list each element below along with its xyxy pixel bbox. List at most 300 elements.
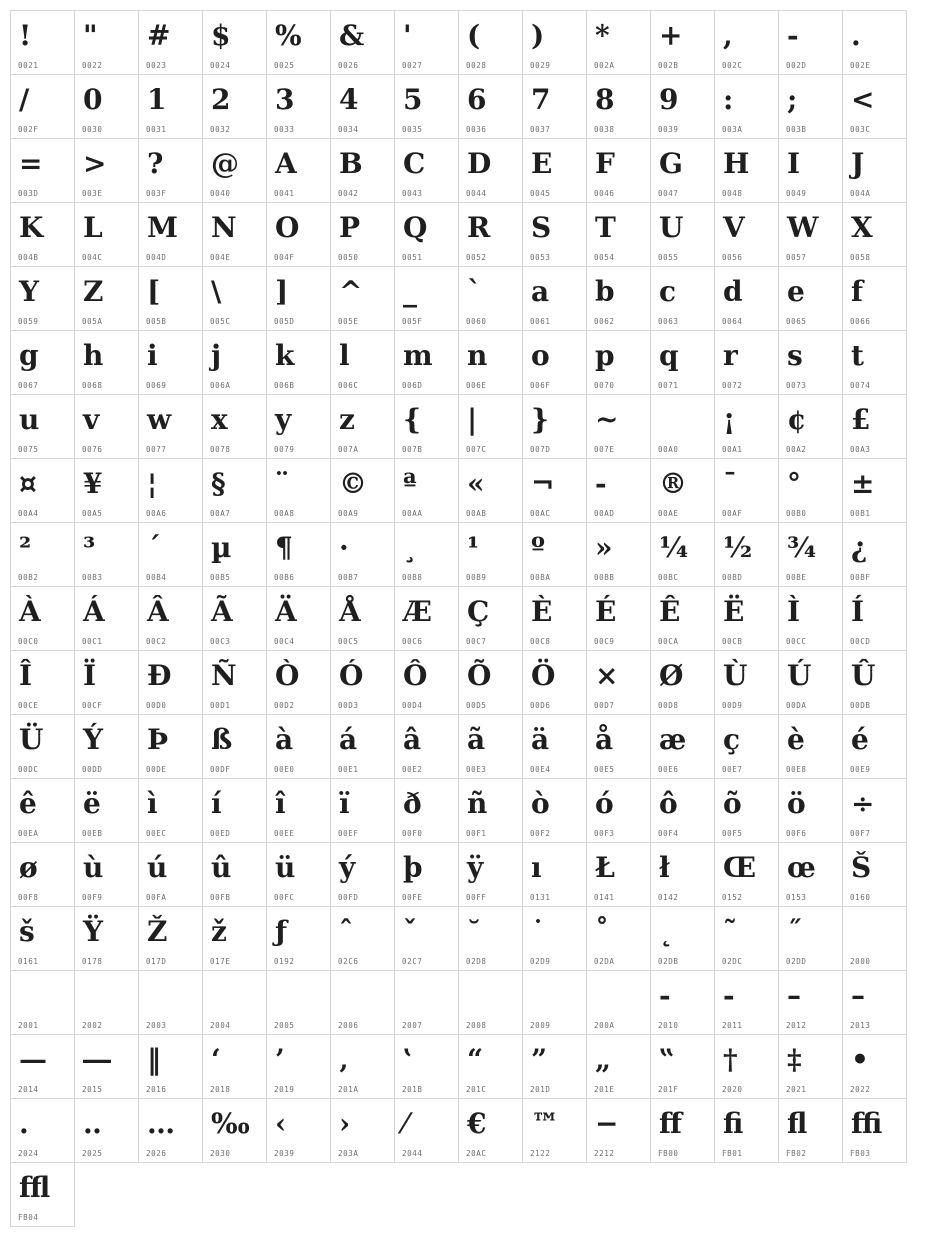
glyph-char: a — [531, 275, 550, 308]
glyph-code: 00F8 — [18, 893, 39, 902]
glyph-code: 2014 — [18, 1085, 39, 1094]
glyph-char: Ó — [339, 659, 364, 692]
glyph-cell — [778, 522, 843, 587]
glyph-code: 00EC — [146, 829, 167, 838]
glyph-cell — [266, 778, 331, 843]
glyph-code: 2010 — [658, 1021, 679, 1030]
glyph-char: õ — [723, 787, 742, 820]
glyph-code: 00CF — [82, 701, 103, 710]
glyph-char: ¶ — [275, 531, 293, 564]
glyph-code: 006F — [530, 381, 551, 390]
glyph-code: 2022 — [850, 1085, 871, 1094]
glyph-cell — [330, 138, 395, 203]
glyph-char: ¸ — [403, 531, 417, 564]
glyph-code: FB00 — [658, 1149, 679, 1158]
glyph-cell — [522, 74, 587, 139]
glyph-cell — [74, 138, 139, 203]
glyph-char: ½ — [723, 531, 753, 564]
glyph-char: ? — [147, 147, 164, 180]
glyph-cell — [778, 330, 843, 395]
glyph-cell — [714, 1034, 779, 1099]
glyph-code: 003F — [146, 189, 167, 198]
glyph-cell — [266, 842, 331, 907]
glyph-cell — [778, 586, 843, 651]
glyph-cell — [138, 458, 203, 523]
glyph-code: 2025 — [82, 1149, 103, 1158]
glyph-char: / — [19, 83, 30, 116]
glyph-cell — [714, 74, 779, 139]
glyph-char: n — [467, 339, 488, 372]
glyph-cell — [650, 650, 715, 715]
glyph-char: § — [211, 467, 226, 500]
glyph-char: \ — [211, 275, 222, 308]
glyph-code: 00B8 — [402, 573, 423, 582]
glyph-char: s — [787, 339, 803, 372]
glyph-cell — [714, 970, 779, 1035]
glyph-cell — [842, 458, 907, 523]
glyph-cell — [778, 10, 843, 75]
glyph-cell — [714, 10, 779, 75]
glyph-cell — [522, 586, 587, 651]
glyph-cell — [202, 10, 267, 75]
glyph-char: 9 — [659, 83, 679, 116]
glyph-code: 2015 — [82, 1085, 103, 1094]
glyph-cell — [266, 1034, 331, 1099]
glyph-char: , — [723, 19, 733, 52]
glyph-cell — [330, 1098, 395, 1163]
glyph-code: 0059 — [18, 317, 39, 326]
glyph-code: 2000 — [850, 957, 871, 966]
glyph-char: · — [339, 531, 349, 564]
glyph-code: 0052 — [466, 253, 487, 262]
glyph-code: 0161 — [18, 957, 39, 966]
glyph-char: š — [19, 915, 35, 948]
glyph-cell — [10, 74, 75, 139]
glyph-char: Œ — [723, 851, 757, 884]
glyph-char: & — [339, 19, 365, 52]
glyph-code: 002E — [850, 61, 871, 70]
glyph-code: 20AC — [466, 1149, 487, 1158]
glyph-code: 2013 — [850, 1021, 871, 1030]
glyph-code: 0021 — [18, 61, 39, 70]
glyph-char: ‘ — [211, 1043, 221, 1076]
glyph-code: 00B2 — [18, 573, 39, 582]
glyph-char: ﬄ — [19, 1171, 51, 1204]
glyph-code: 02C6 — [338, 957, 359, 966]
glyph-code: 00B1 — [850, 509, 871, 518]
glyph-code: 00EE — [274, 829, 295, 838]
glyph-char: 0 — [83, 83, 103, 116]
glyph-cell — [586, 10, 651, 75]
glyph-cell — [74, 266, 139, 331]
glyph-char: ˚ — [595, 915, 609, 948]
glyph-cell — [458, 650, 523, 715]
glyph-cell — [202, 202, 267, 267]
glyph-cell — [74, 394, 139, 459]
glyph-code: FB04 — [18, 1213, 39, 1222]
glyph-cell — [74, 906, 139, 971]
glyph-cell — [394, 202, 459, 267]
glyph-char: o — [531, 339, 550, 372]
glyph-code: 0152 — [722, 893, 743, 902]
glyph-code: FB02 — [786, 1149, 807, 1158]
glyph-code: 005C — [210, 317, 231, 326]
glyph-cell — [650, 522, 715, 587]
glyph-grid — [10, 10, 920, 1226]
glyph-code: 005A — [82, 317, 103, 326]
glyph-code: 00A8 — [274, 509, 295, 518]
glyph-cell — [202, 266, 267, 331]
glyph-char: ł — [659, 851, 670, 884]
glyph-char: Ñ — [211, 659, 237, 692]
glyph-code: 002D — [786, 61, 807, 70]
glyph-char: ü — [275, 851, 296, 884]
glyph-cell — [522, 714, 587, 779]
glyph-char: „ — [595, 1043, 612, 1076]
glyph-char: ` — [467, 275, 481, 308]
glyph-char: Ò — [275, 659, 300, 692]
glyph-char: ˙ — [531, 915, 545, 948]
glyph-char: " — [83, 19, 98, 52]
glyph-cell — [330, 714, 395, 779]
glyph-char: ¨ — [275, 467, 289, 500]
glyph-code: 00CA — [658, 637, 679, 646]
glyph-char: ³ — [83, 531, 96, 564]
glyph-code: 00BF — [850, 573, 871, 582]
glyph-char: ° — [787, 467, 801, 500]
glyph-code: 00E2 — [402, 765, 423, 774]
glyph-cell — [266, 202, 331, 267]
glyph-char: G — [659, 147, 683, 180]
glyph-char: g — [19, 339, 39, 372]
glyph-char: þ — [403, 851, 423, 884]
glyph-cell — [138, 778, 203, 843]
glyph-code: 0041 — [274, 189, 295, 198]
glyph-code: 004E — [210, 253, 231, 262]
glyph-code: 00DC — [18, 765, 39, 774]
glyph-char: ˝ — [787, 915, 801, 948]
glyph-char: ã — [467, 723, 486, 756]
glyph-code: 017E — [210, 957, 231, 966]
glyph-code: 2020 — [722, 1085, 743, 1094]
glyph-cell — [202, 458, 267, 523]
glyph-char: Ê — [659, 595, 681, 628]
glyph-char: Å — [339, 595, 361, 628]
glyph-code: 0042 — [338, 189, 359, 198]
glyph-cell — [778, 650, 843, 715]
glyph-code: 007D — [530, 445, 551, 454]
glyph-code: 00F6 — [786, 829, 807, 838]
glyph-cell — [330, 778, 395, 843]
glyph-code: 00D8 — [658, 701, 679, 710]
glyph-code: 201A — [338, 1085, 359, 1094]
glyph-char: 4 — [339, 83, 359, 116]
glyph-code: 0053 — [530, 253, 551, 262]
glyph-code: 00F1 — [466, 829, 487, 838]
glyph-char: v — [83, 403, 100, 436]
glyph-char: - — [659, 979, 671, 1012]
glyph-cell — [586, 138, 651, 203]
glyph-char: ž — [211, 915, 227, 948]
glyph-code: 004C — [82, 253, 103, 262]
glyph-cell — [842, 1098, 907, 1163]
glyph-code: 2011 — [722, 1021, 743, 1030]
glyph-char: Û — [851, 659, 876, 692]
glyph-cell — [394, 714, 459, 779]
glyph-char: : — [723, 83, 734, 116]
glyph-cell — [138, 330, 203, 395]
glyph-cell — [650, 586, 715, 651]
glyph-code: 004A — [850, 189, 871, 198]
glyph-cell — [394, 138, 459, 203]
glyph-code: 02DB — [658, 957, 679, 966]
glyph-code: 0076 — [82, 445, 103, 454]
glyph-char: f — [851, 275, 864, 308]
glyph-cell — [522, 970, 587, 1035]
glyph-cell — [778, 970, 843, 1035]
glyph-cell — [330, 458, 395, 523]
glyph-char: < — [851, 83, 875, 116]
glyph-cell — [714, 1098, 779, 1163]
glyph-code: 0064 — [722, 317, 743, 326]
glyph-cell — [842, 74, 907, 139]
glyph-char: @ — [211, 147, 239, 180]
glyph-char: – — [787, 979, 801, 1012]
glyph-char: H — [723, 147, 750, 180]
glyph-code: 003A — [722, 125, 743, 134]
glyph-char: + — [659, 19, 683, 52]
glyph-code: 201F — [658, 1085, 679, 1094]
glyph-code: 00A1 — [722, 445, 743, 454]
glyph-cell — [586, 1098, 651, 1163]
glyph-cell — [394, 394, 459, 459]
glyph-cell — [458, 74, 523, 139]
glyph-char: Þ — [147, 723, 169, 756]
glyph-cell — [650, 74, 715, 139]
glyph-cell — [10, 970, 75, 1035]
glyph-code: 0048 — [722, 189, 743, 198]
glyph-code: 0028 — [466, 61, 487, 70]
glyph-cell — [394, 10, 459, 75]
glyph-code: 2008 — [466, 1021, 487, 1030]
glyph-cell — [650, 330, 715, 395]
glyph-char: ﬁ — [723, 1107, 744, 1140]
glyph-code: 2122 — [530, 1149, 551, 1158]
glyph-cell — [138, 714, 203, 779]
glyph-code: 0031 — [146, 125, 167, 134]
glyph-cell — [458, 330, 523, 395]
glyph-cell — [202, 1034, 267, 1099]
glyph-cell — [714, 714, 779, 779]
glyph-char: ± — [851, 467, 875, 500]
glyph-code: 00E3 — [466, 765, 487, 774]
glyph-char: ‟ — [659, 1043, 676, 1076]
glyph-char: ì — [147, 787, 158, 820]
glyph-code: 0043 — [402, 189, 423, 198]
glyph-code: 2002 — [82, 1021, 103, 1030]
glyph-cell — [394, 586, 459, 651]
glyph-char: Ù — [723, 659, 748, 692]
glyph-char: 1 — [147, 83, 167, 116]
glyph-cell — [458, 970, 523, 1035]
glyph-char: u — [19, 403, 40, 436]
glyph-cell — [458, 714, 523, 779]
glyph-code: 005D — [274, 317, 295, 326]
glyph-char: - — [787, 19, 799, 52]
glyph-code: 0044 — [466, 189, 487, 198]
glyph-cell — [778, 714, 843, 779]
glyph-char: Á — [83, 595, 105, 628]
glyph-code: 003E — [82, 189, 103, 198]
glyph-cell — [394, 522, 459, 587]
glyph-cell — [778, 778, 843, 843]
glyph-char: ç — [723, 723, 741, 756]
glyph-char: Ç — [467, 595, 490, 628]
glyph-code: 2021 — [786, 1085, 807, 1094]
glyph-cell — [266, 970, 331, 1035]
glyph-code: 00F9 — [82, 893, 103, 902]
glyph-code: 00CE — [18, 701, 39, 710]
glyph-char: ˆ — [339, 915, 353, 948]
glyph-cell — [458, 266, 523, 331]
glyph-cell — [458, 202, 523, 267]
glyph-code: 0034 — [338, 125, 359, 134]
glyph-cell — [842, 650, 907, 715]
glyph-cell — [74, 10, 139, 75]
glyph-cell — [586, 202, 651, 267]
glyph-cell — [522, 1034, 587, 1099]
glyph-char: Q — [403, 211, 428, 244]
glyph-char: ¤ — [19, 467, 37, 500]
glyph-code: 00AD — [594, 509, 615, 518]
glyph-code: 00BE — [786, 573, 807, 582]
glyph-code: 00E0 — [274, 765, 295, 774]
glyph-code: 2009 — [530, 1021, 551, 1030]
glyph-cell — [586, 522, 651, 587]
glyph-cell — [10, 330, 75, 395]
glyph-code: 00A4 — [18, 509, 39, 518]
glyph-char: _ — [403, 275, 417, 308]
glyph-code: 00B7 — [338, 573, 359, 582]
glyph-code: 00CD — [850, 637, 871, 646]
glyph-code: 005B — [146, 317, 167, 326]
glyph-code: 0051 — [402, 253, 423, 262]
glyph-cell — [394, 1034, 459, 1099]
glyph-char: ı — [531, 851, 542, 884]
glyph-char: … — [147, 1107, 175, 1140]
glyph-code: 00AE — [658, 509, 679, 518]
glyph-cell — [394, 906, 459, 971]
glyph-cell — [842, 586, 907, 651]
glyph-cell — [778, 1098, 843, 1163]
glyph-code: 00A7 — [210, 509, 231, 518]
glyph-cell — [74, 458, 139, 523]
glyph-cell — [714, 650, 779, 715]
glyph-code: 00F2 — [530, 829, 551, 838]
glyph-cell — [714, 522, 779, 587]
glyph-char: ― — [83, 1043, 111, 1076]
glyph-char: ! — [19, 19, 32, 52]
glyph-cell — [650, 394, 715, 459]
glyph-code: 00D3 — [338, 701, 359, 710]
glyph-char: B — [339, 147, 363, 180]
glyph-cell — [394, 1098, 459, 1163]
glyph-char: Ø — [659, 659, 684, 692]
glyph-code: 007C — [466, 445, 487, 454]
glyph-code: 2026 — [146, 1149, 167, 1158]
glyph-code: 00FE — [402, 893, 423, 902]
glyph-char: m — [403, 339, 433, 372]
glyph-cell — [266, 138, 331, 203]
glyph-code: 017D — [146, 957, 167, 966]
glyph-cell — [394, 266, 459, 331]
glyph-cell — [458, 586, 523, 651]
glyph-char: Í — [851, 595, 865, 628]
glyph-cell — [138, 10, 203, 75]
glyph-cell — [138, 138, 203, 203]
glyph-code: 007E — [594, 445, 615, 454]
glyph-char: £ — [851, 403, 871, 436]
glyph-code: 0033 — [274, 125, 295, 134]
glyph-char: F — [595, 147, 615, 180]
glyph-code: 00C5 — [338, 637, 359, 646]
glyph-code: 2003 — [146, 1021, 167, 1030]
glyph-cell — [458, 138, 523, 203]
glyph-code: 00F4 — [658, 829, 679, 838]
glyph-code: 2004 — [210, 1021, 231, 1030]
glyph-code: 0192 — [274, 957, 295, 966]
glyph-code: 005F — [402, 317, 423, 326]
glyph-cell — [522, 522, 587, 587]
glyph-char: ¥ — [83, 467, 103, 500]
glyph-cell — [138, 650, 203, 715]
glyph-char: E — [531, 147, 553, 180]
glyph-code: 0036 — [466, 125, 487, 134]
glyph-cell — [266, 330, 331, 395]
glyph-code: 00D6 — [530, 701, 551, 710]
glyph-cell — [586, 778, 651, 843]
glyph-code: 0023 — [146, 61, 167, 70]
glyph-char: X — [851, 211, 873, 244]
glyph-code: 0142 — [658, 893, 679, 902]
glyph-char: ] — [275, 275, 289, 308]
glyph-cell — [650, 266, 715, 331]
glyph-cell — [330, 1034, 395, 1099]
glyph-code: 0141 — [594, 893, 615, 902]
glyph-code: 0062 — [594, 317, 615, 326]
glyph-cell — [330, 330, 395, 395]
glyph-char: ‹ — [275, 1107, 287, 1140]
glyph-code: 00E6 — [658, 765, 679, 774]
glyph-cell — [138, 586, 203, 651]
glyph-char: î — [275, 787, 286, 820]
glyph-code: 00EA — [18, 829, 39, 838]
glyph-cell — [842, 1034, 907, 1099]
glyph-char: Ä — [275, 595, 297, 628]
glyph-char: ‥ — [83, 1107, 102, 1140]
glyph-code: 0065 — [786, 317, 807, 326]
glyph-cell — [266, 714, 331, 779]
glyph-cell — [714, 458, 779, 523]
glyph-cell — [650, 906, 715, 971]
glyph-cell — [778, 138, 843, 203]
glyph-char: R — [467, 211, 491, 244]
glyph-code: 00E5 — [594, 765, 615, 774]
glyph-char: ‡ — [787, 1043, 802, 1076]
glyph-char: Â — [147, 595, 169, 628]
glyph-char: t — [851, 339, 864, 372]
glyph-cell — [10, 1098, 75, 1163]
